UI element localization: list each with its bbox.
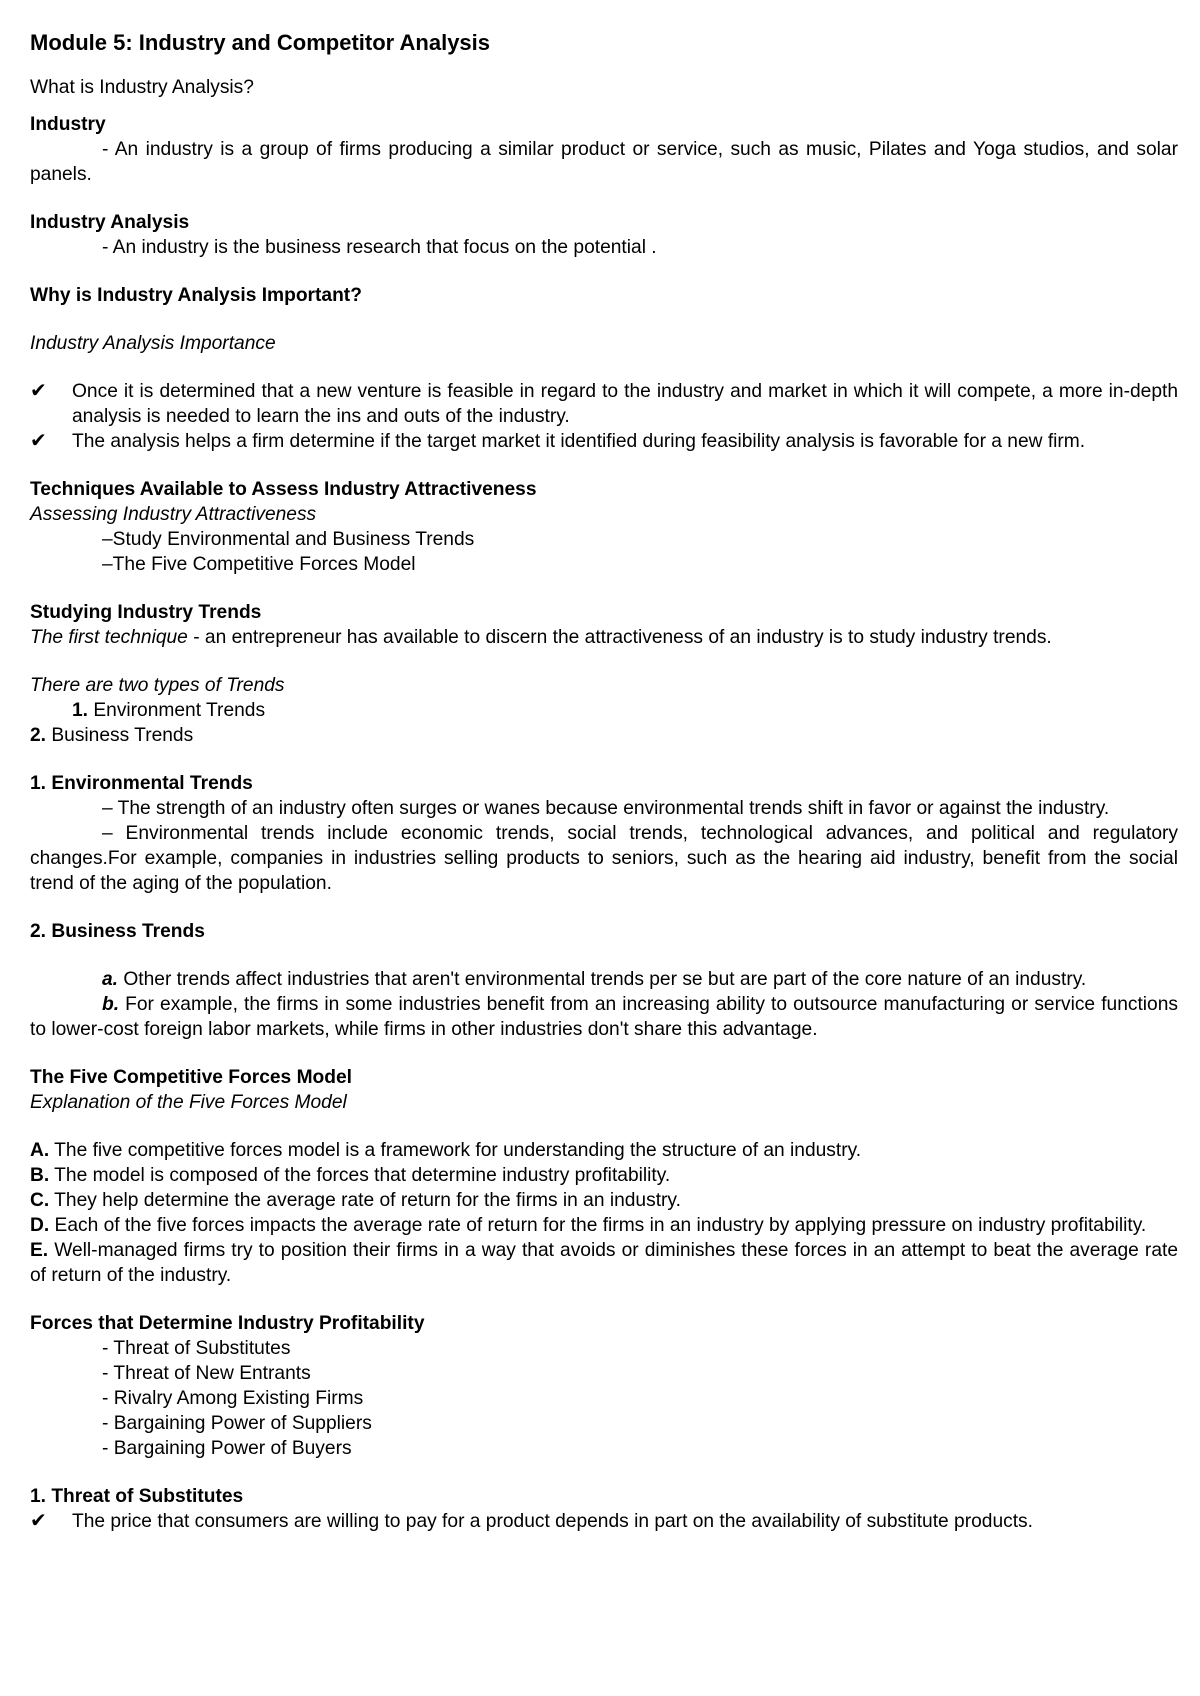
threat-substitutes-list — [30, 1509, 1178, 1534]
body-text: Each of the five forces impacts the average rate of return for the firms in an industry by applying pressure on industry profitability. — [49, 1215, 1147, 1236]
body-text: The five competitive forces model is a framework for understanding the structure of an industry. — [49, 1140, 862, 1161]
list-item: –The Five Competitive Forces Model — [102, 554, 416, 575]
trend-type-item — [30, 723, 1178, 748]
forces-list — [30, 1336, 1178, 1461]
techniques-list — [30, 527, 1178, 577]
studying-trends-heading: Studying Industry Trends — [30, 602, 262, 623]
list-item — [30, 1509, 1178, 1534]
list-item-text: Once it is determined that a new venture is feasible in regard to the industry and market in which it will compete, a more in-depth analysis is needed to learn the ins and outs of the industry. — [72, 381, 1178, 427]
industry-definition: - An industry is a group of firms producing a similar product or service, such as music, Pilates and Yoga studios, and solar panels. — [30, 139, 1178, 185]
emphasis-text: The first technique — [30, 627, 188, 648]
business-trends-heading: 2. Business Trends — [30, 921, 205, 942]
item-letter: E. — [30, 1240, 49, 1261]
five-forces-item — [30, 1238, 1178, 1288]
five-forces-heading: The Five Competitive Forces Model — [30, 1067, 352, 1088]
item-marker: b. — [102, 994, 120, 1015]
environmental-trends-paragraph: – The strength of an industry often surges or wanes because environmental trends shift in favor or against the industry. — [102, 798, 1110, 819]
checkmark-icon: ✔ — [30, 430, 47, 452]
five-forces-item — [30, 1163, 1178, 1188]
studying-trends-text — [30, 625, 1178, 650]
industry-analysis-definition: - An industry is the business research that focus on the potential . — [102, 237, 657, 258]
item-letter: B. — [30, 1165, 50, 1186]
checkmark-icon: ✔ — [30, 380, 47, 402]
industry-heading: Industry — [30, 114, 106, 135]
list-item: - Rivalry Among Existing Firms — [102, 1388, 364, 1409]
item-letter: C. — [30, 1190, 50, 1211]
trend-type-item — [30, 698, 1178, 723]
item-number: 2. — [30, 725, 47, 746]
five-forces-subheading: Explanation of the Five Forces Model — [30, 1092, 347, 1113]
list-item — [30, 429, 1178, 454]
threat-substitutes-heading: 1. Threat of Substitutes — [30, 1486, 244, 1507]
item-letter: D. — [30, 1215, 50, 1236]
list-item-text: The price that consumers are willing to pay for a product depends in part on the availability of substitute products. — [72, 1511, 1033, 1532]
environmental-trends-paragraph: – Environmental trends include economic trends, social trends, technological advances, and political and regulatory changes.For example, companies in industries selling products to seniors, such as the hearing aid industry, benefit from the social trend of the aging of the population. — [30, 823, 1178, 894]
item-label: Environment Trends — [88, 700, 266, 721]
business-trends-paragraph — [30, 967, 1178, 992]
list-item: - Threat of New Entrants — [102, 1363, 311, 1384]
body-text: - an entrepreneur has available to discern the attractiveness of an industry is to study industry trends. — [187, 627, 1052, 648]
body-text: They help determine the average rate of return for the firms in an industry. — [49, 1190, 681, 1211]
industry-analysis-heading: Industry Analysis — [30, 212, 190, 233]
body-text: Other trends affect industries that aren't environmental trends per se but are part of the core nature of an industry. — [118, 969, 1087, 990]
five-forces-item — [30, 1138, 1178, 1163]
forces-heading: Forces that Determine Industry Profitability — [30, 1313, 425, 1334]
list-item: - Bargaining Power of Buyers — [102, 1438, 352, 1459]
techniques-heading: Techniques Available to Assess Industry Attractiveness — [30, 479, 537, 500]
body-text: The model is composed of the forces that determine industry profitability. — [49, 1165, 671, 1186]
techniques-subheading: Assessing Industry Attractiveness — [30, 504, 317, 525]
list-item: - Bargaining Power of Suppliers — [102, 1413, 372, 1434]
list-item: –Study Environmental and Business Trends — [102, 529, 475, 550]
environmental-trends-heading: 1. Environmental Trends — [30, 773, 253, 794]
why-heading: Why is Industry Analysis Important? — [30, 285, 362, 306]
why-subheading: Industry Analysis Importance — [30, 333, 276, 354]
item-number: 1. — [72, 700, 89, 721]
business-trends-paragraph — [30, 992, 1178, 1042]
five-forces-item — [30, 1213, 1178, 1238]
item-marker: a. — [102, 969, 119, 990]
body-text: For example, the firms in some industries benefit from an increasing ability to outsource manufacturing or service functions to lower-cost foreign labor markets, while firms in other industries don't share this advantage. — [30, 994, 1178, 1040]
item-letter: A. — [30, 1140, 50, 1161]
list-item — [30, 379, 1178, 429]
five-forces-item — [30, 1188, 1178, 1213]
body-text: Well-managed firms try to position their firms in a way that avoids or diminishes these forces in an attempt to beat the average rate of return of the industry. — [30, 1240, 1178, 1286]
intro-question: What is Industry Analysis? — [30, 77, 254, 98]
trend-types-intro: There are two types of Trends — [30, 675, 285, 696]
why-check-list — [30, 379, 1178, 454]
document-page — [30, 28, 1178, 1534]
checkmark-icon: ✔ — [30, 1510, 47, 1532]
list-item-text: The analysis helps a firm determine if the target market it identified during feasibility analysis is favorable for a new firm. — [72, 431, 1086, 452]
item-label: Business Trends — [46, 725, 194, 746]
page-title: Module 5: Industry and Competitor Analysis — [30, 30, 491, 55]
list-item: - Threat of Substitutes — [102, 1338, 291, 1359]
